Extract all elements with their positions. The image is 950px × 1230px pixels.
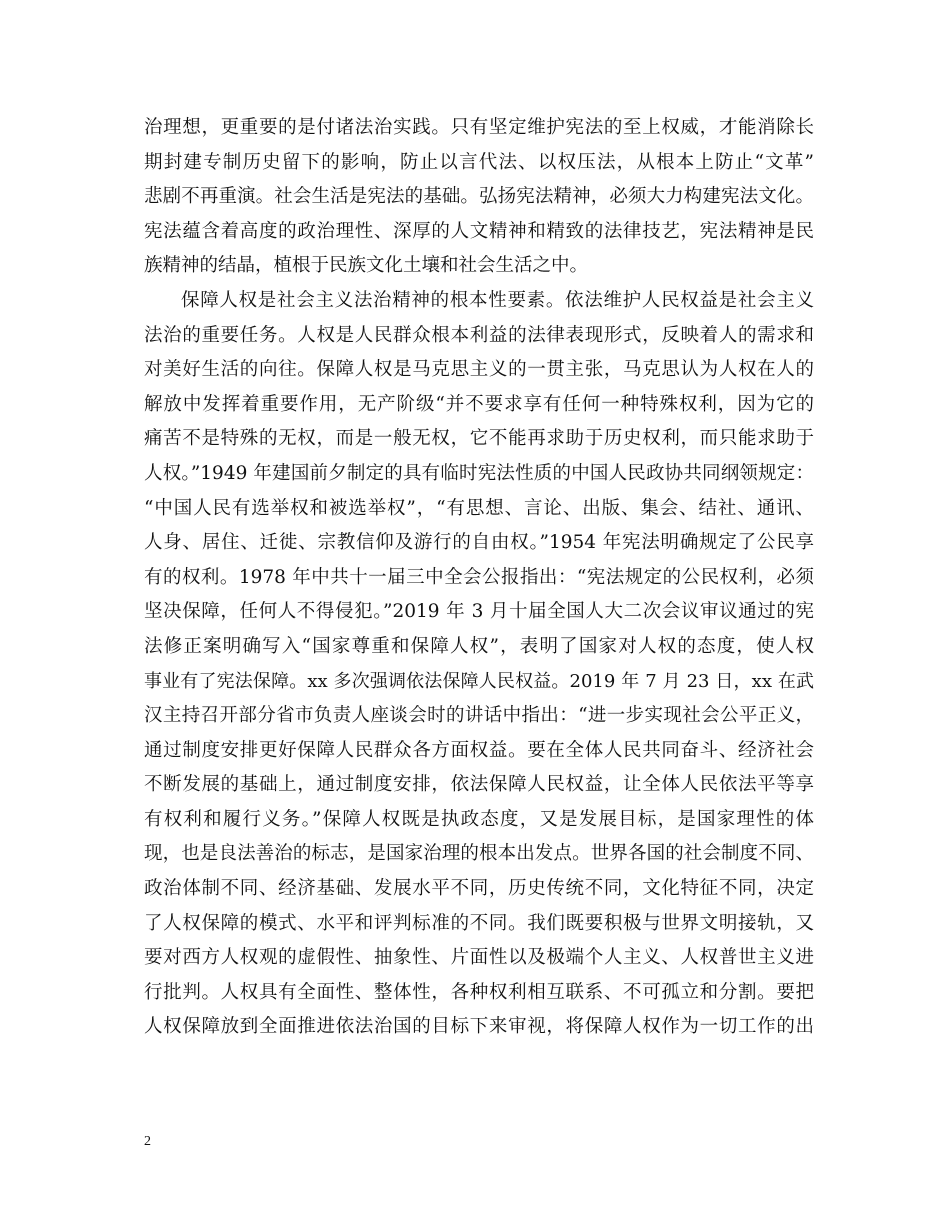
text-line: 通过制度安排更好保障人民群众各方面权益。要在全体人民共同奋斗、经济社会 (144, 739, 814, 761)
text-line: 政治体制不同、经济基础、发展水平不同，历史传统不同，文化特征不同，决定 (144, 878, 814, 900)
text-line: 不断发展的基础上，通过制度安排，依法保障人民权益，让全体人民依法平等享 (144, 774, 814, 796)
text-line: 痛苦不是特殊的无权，而是一般无权，它不能再求助于历史权利，而只能求助于 (144, 428, 814, 450)
text-line: 行批判。人权具有全面性、整体性，各种权利相互联系、不可孤立和分割。要把 (144, 981, 814, 1003)
text-line: “中国人民有选举权和被选举权”，“有思想、言论、出版、集会、结社、通讯、 (144, 497, 814, 519)
text-line: 事业有了宪法保障。xx 多次强调依法保障人民权益。2019 年 7 月 23 日，xx 在武 (144, 670, 814, 692)
paragraph-1 (144, 111, 814, 284)
text-line: 族精神的结晶，植根于民族文化土壤和社会生活之中。 (144, 255, 589, 277)
text-line: 保障人权是社会主义法治精神的根本性要素。依法维护人民权益是社会主义 (181, 289, 814, 311)
text-line: 人权。”1949 年建国前夕制定的具有临时宪法性质的中国人民政协共同纲领规定： (144, 462, 814, 484)
text-line: 法治的重要任务。人权是人民群众根本利益的法律表现形式，反映着人的需求和 (144, 324, 814, 346)
text-line: 解放中发挥着重要作用，无产阶级“并不要求享有任何一种特殊权利，因为它的 (144, 393, 814, 415)
text-line: 期封建专制历史留下的影响，防止以言代法、以权压法，从根本上防止“文革” (144, 151, 814, 173)
document-body (144, 111, 814, 1045)
text-line: 人权保障放到全面推进依法治国的目标下来审视，将保障人权作为一切工作的出 (144, 1016, 814, 1038)
text-line: 宪法蕴含着高度的政治理性、深厚的人文精神和精致的法律技艺，宪法精神是民 (144, 220, 814, 242)
text-line: 有的权利。1978 年中共十一届三中全会公报指出：“宪法规定的公民权利，必须 (144, 566, 814, 588)
text-line: 汉主持召开部分省市负责人座谈会时的讲话中指出：“进一步实现社会公平正义， (144, 705, 814, 727)
text-line: 有权利和履行义务。”保障人权既是执政态度，又是发展目标，是国家理性的体 (144, 808, 814, 830)
text-line: 现，也是良法善治的标志，是国家治理的根本出发点。世界各国的社会制度不同、 (144, 843, 814, 865)
text-line: 要对西方人权观的虚假性、抽象性、片面性以及极端个人主义、人权普世主义进 (144, 947, 814, 969)
text-line: 坚决保障，任何人不得侵犯。”2019 年 3 月十届全国人大二次会议审议通过的宪 (144, 601, 814, 623)
text-line: 人身、居住、迁徙、宗教信仰及游行的自由权。”1954 年宪法明确规定了公民享 (144, 532, 814, 554)
page-number: 2 (144, 1134, 151, 1149)
text-line: 对美好生活的向往。保障人权是马克思主义的一贯主张，马克思认为人权在人的 (144, 359, 814, 381)
text-line: 悲剧不再重演。社会生活是宪法的基础。弘扬宪法精神，必须大力构建宪法文化。 (144, 186, 814, 208)
text-line: 治理想，更重要的是付诸法治实践。只有坚定维护宪法的至上权威，才能消除长 (144, 117, 814, 138)
paragraph-2 (144, 284, 814, 1045)
text-line: 了人权保障的模式、水平和评判标准的不同。我们既要积极与世界文明接轨，又 (144, 912, 814, 934)
text-line: 法修正案明确写入“国家尊重和保障人权”，表明了国家对人权的态度，使人权 (144, 635, 814, 657)
